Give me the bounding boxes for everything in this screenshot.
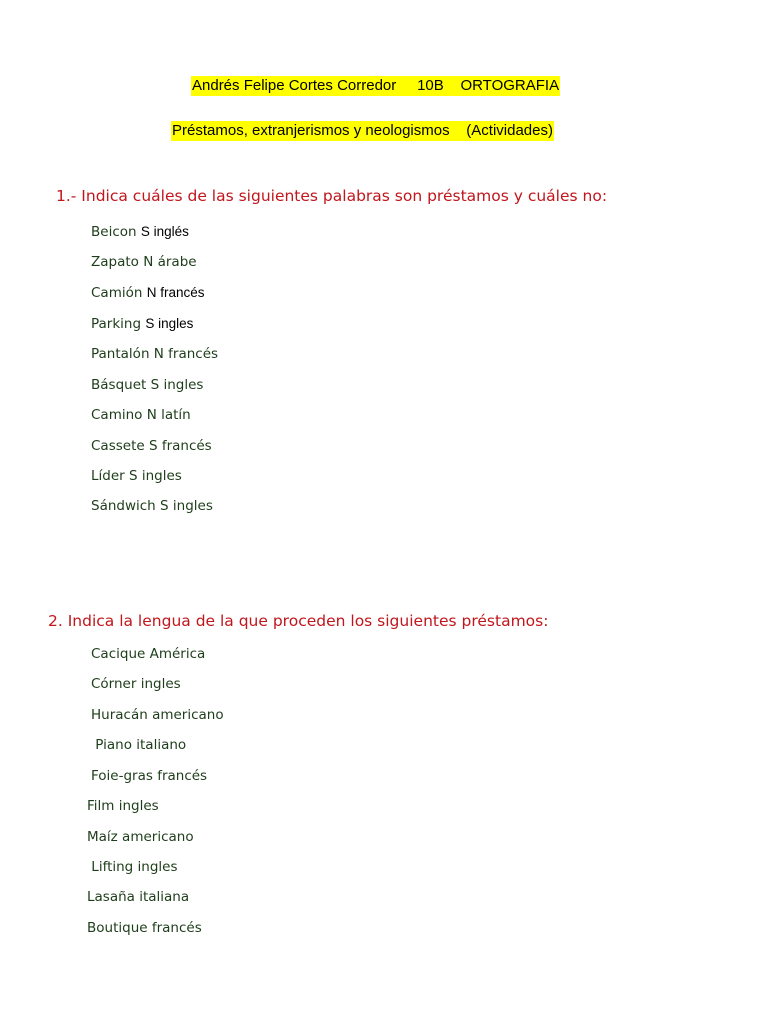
- q2-list-item: Huracán americano: [91, 707, 224, 723]
- q1-list-item: Líder S ingles: [91, 468, 182, 484]
- q2-list-item: Film ingles: [87, 798, 159, 814]
- q2-list-item: Maíz americano: [87, 829, 194, 845]
- q2-list-item: Boutique francés: [87, 920, 202, 936]
- q2-list-item: Córner ingles: [91, 676, 181, 692]
- q2-list-item: Lifting ingles: [87, 859, 178, 875]
- q1-list-item: Pantalón N francés: [91, 346, 219, 362]
- q1-list-item: Parking S ingles: [91, 316, 194, 332]
- q1-list-item: Camino N latín: [91, 407, 191, 423]
- q1-list-item: Básquet S ingles: [91, 377, 204, 393]
- q2-list-item: Cacique América: [91, 646, 206, 662]
- document-subtitle: Préstamos, extranjerismos y neologismos (Actividades): [172, 122, 553, 139]
- q2-list-item: Foie-gras francés: [91, 768, 208, 784]
- q1-list-item: Beicon S inglés: [91, 224, 189, 240]
- author-line: Andrés Felipe Cortes Corredor 10B ORTOGRAFIA: [192, 77, 560, 94]
- q1-list-item: Camión N francés: [91, 285, 205, 301]
- q1-list-item: Sándwich S ingles: [91, 498, 213, 514]
- q2-list-item: Lasaña italiana: [87, 889, 190, 905]
- question-1-title: 1.- Indica cuáles de las siguientes palabras son préstamos y cuáles no:: [56, 187, 608, 205]
- q1-list-item: Zapato N árabe: [91, 254, 197, 270]
- question-2-title: 2. Indica la lengua de la que proceden los siguientes préstamos:: [48, 612, 549, 630]
- q2-list-item: Piano italiano: [91, 737, 187, 753]
- q1-list-item: Cassete S francés: [91, 438, 212, 454]
